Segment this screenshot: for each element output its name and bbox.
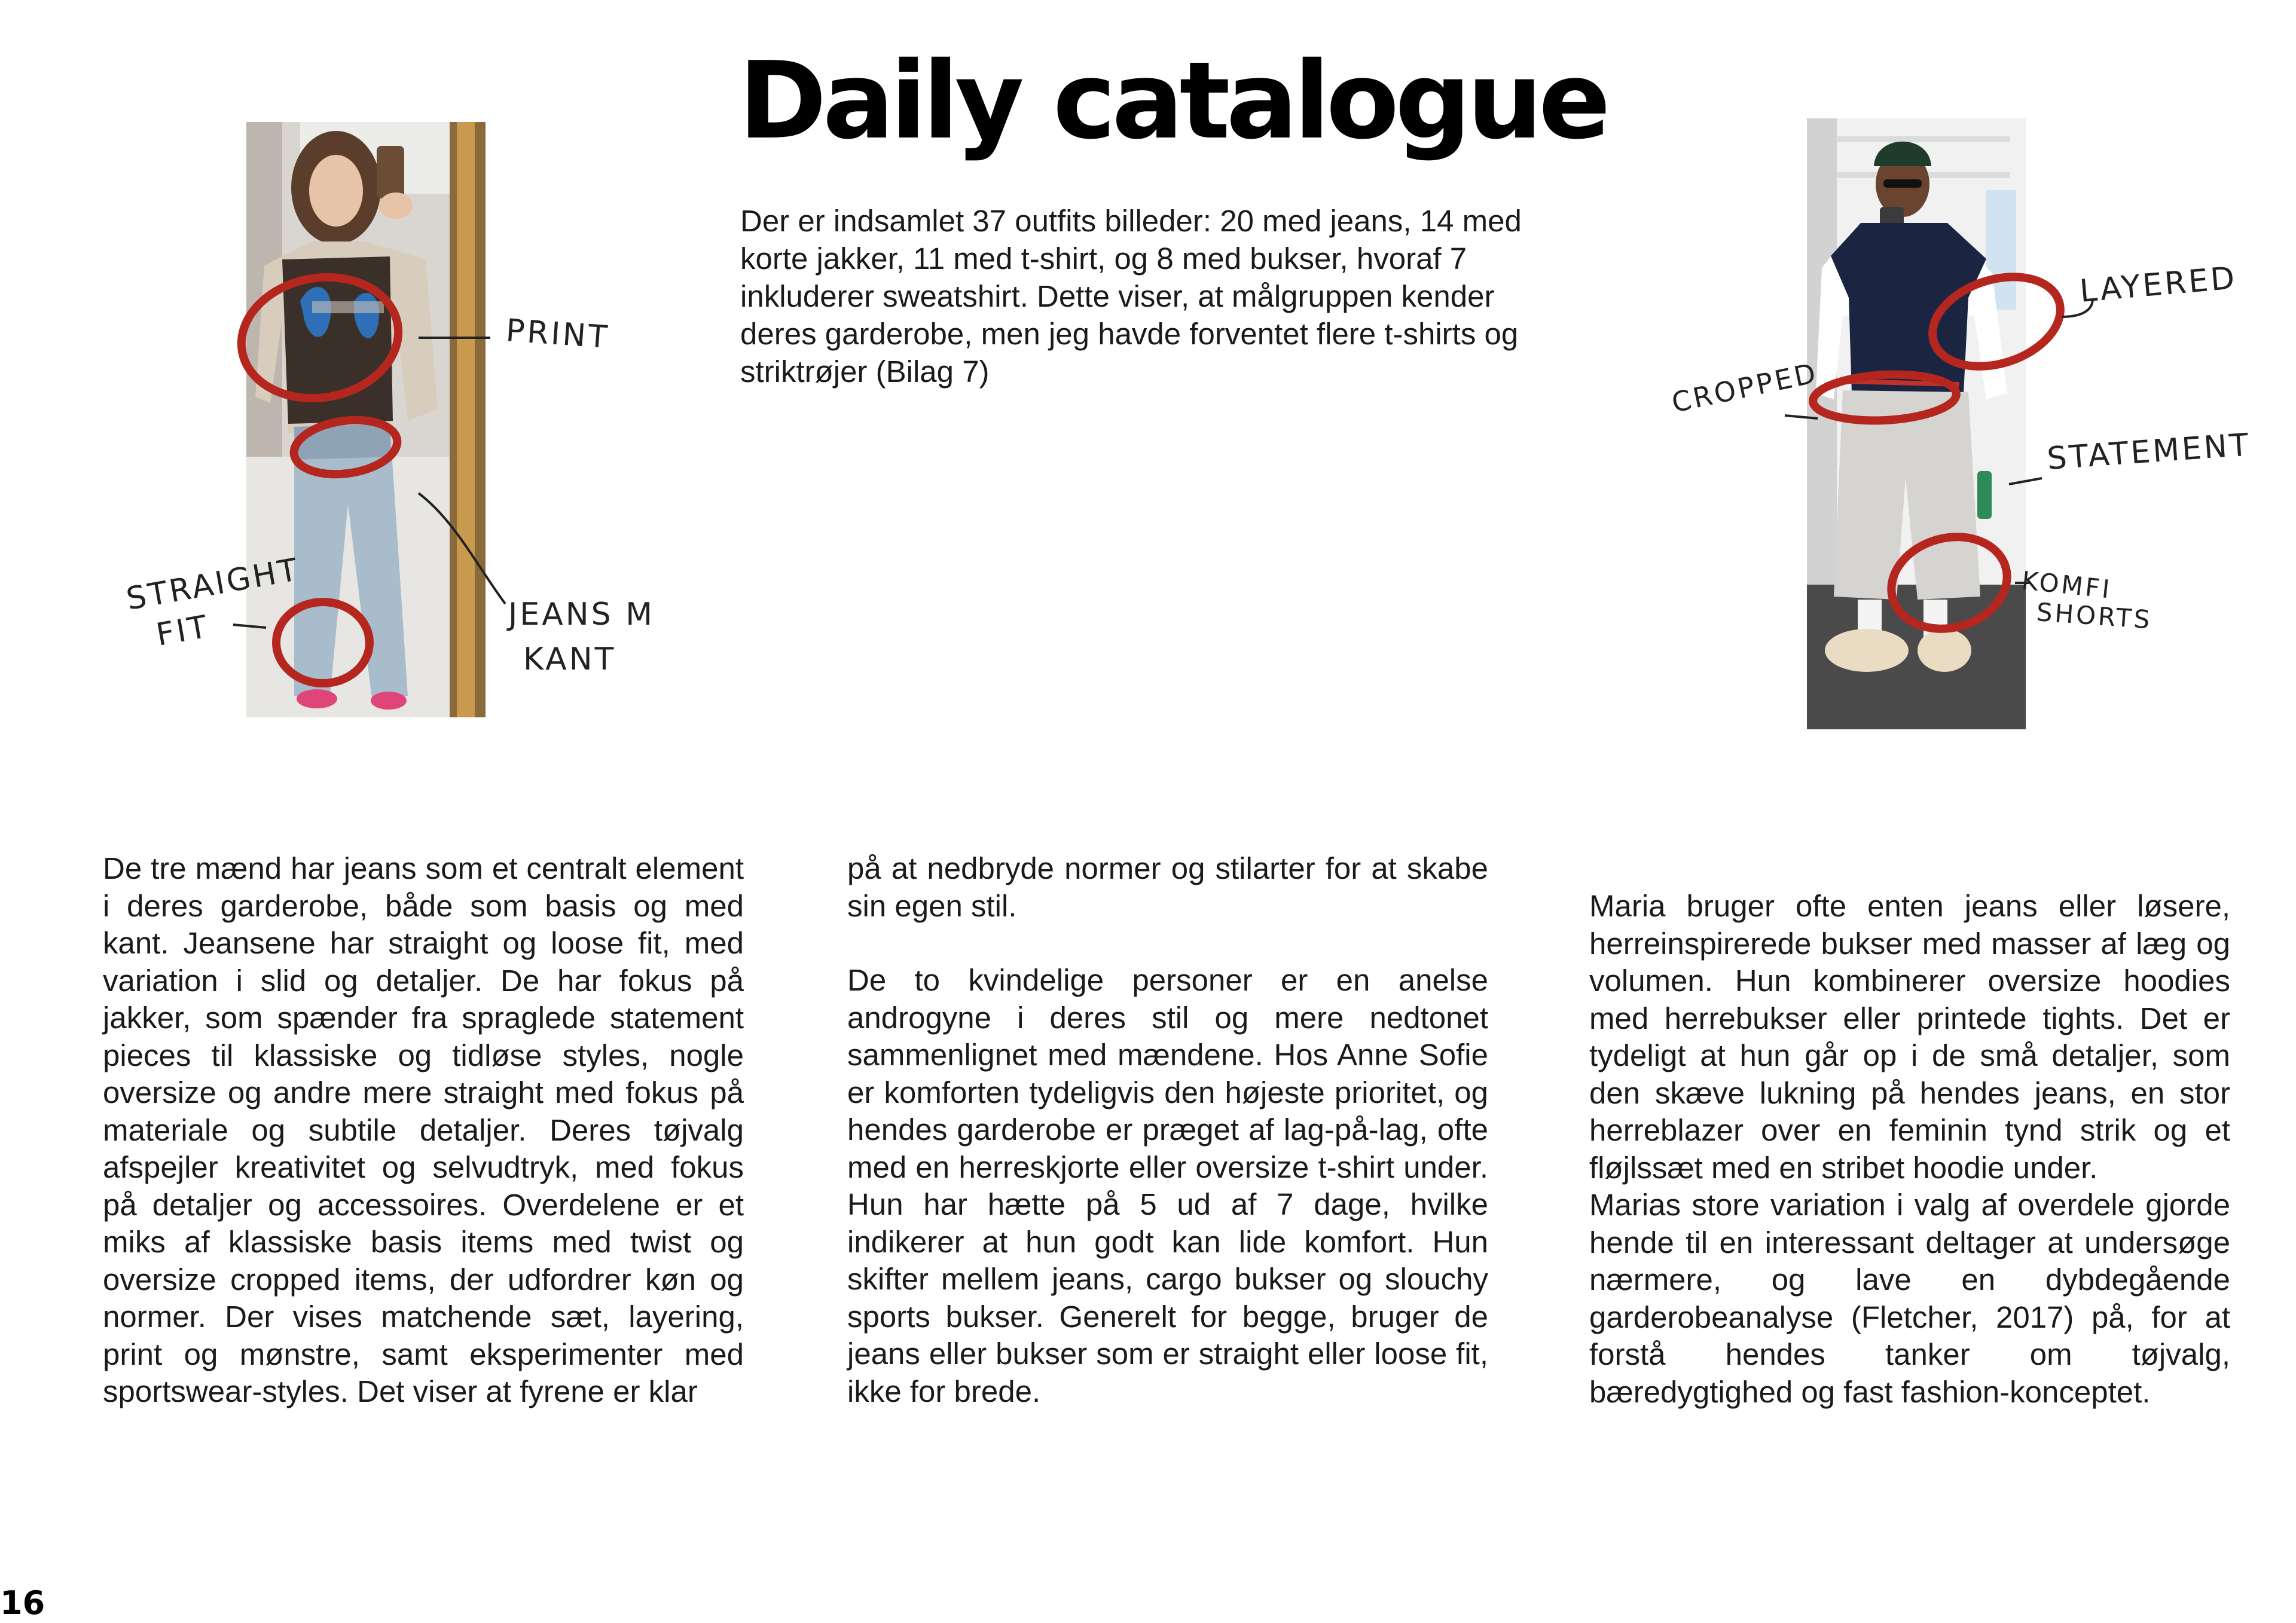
- intro-paragraph: Der er indsamlet 37 outfits billeder: 20 med jeans, 14 med korte jakker, 11 med t-shirt, og 8 med bukser, hvoraf 7 inkluderer sweatshirt. Dette viser, at målgruppen kender deres garderobe, men jeg havde forventet flere t-shirts og striktrøjer (Bilag 7): [740, 204, 1522, 389]
- body-column-3: [1589, 888, 2230, 1411]
- label-statement: STATEMENT: [2045, 427, 2252, 477]
- label-jeans-m-kant-line2: KANT: [523, 641, 616, 677]
- column-1-paragraph: De tre mænd har jeans som et centralt element i deres garderobe, både som basis og med kant. Jeansene har straight og loose fit, med variation i slid og detaljer. De har fokus på jakker, som spænder fra spraglede statement pieces til klassiske og tidløse styles, nogle oversize og andre mere straight med fokus på materiale og subtile detaljer. Deres tøjvalg afspejler kreativitet og selvudtryk, med fokus på detaljer og accessoires. Overdelene er et miks af klassiske basis items med twist og oversize cropped items, der udfordrer køn og normer. Der vises matchende sæt, layering, print og mønstre, samt eksperimenter med sportswear-styles. Det viser at fyrene er klar: [103, 851, 744, 1408]
- label-komfi-line2: SHORTS: [2035, 597, 2153, 635]
- body-column-1: [103, 850, 744, 1411]
- label-layered: LAYERED: [2078, 260, 2239, 310]
- pointer-line-layered: [2062, 299, 2093, 317]
- column-3-paragraph-1: Maria bruger ofte enten jeans eller løsere, herreinspirerede bukser med masser af læg og volumen. Hun kombinerer oversize hoodies med herrebukser eller printede tights. Det er tydeligt at hun går op i de små detaljer, som den skæve lukning på hendes jeans, en stor herreblazer over en feminin tynd strik og et fløjlssæt med en stribet hoodie under.: [1589, 889, 2230, 1185]
- label-komfi-line1: KOMFI: [2020, 566, 2114, 604]
- body-column-2: [847, 850, 1488, 1410]
- label-print: PRINT: [505, 313, 611, 356]
- label-straight-fit-line2: FIT: [153, 609, 212, 653]
- column-2-paragraph-2: De to kvindelige personer er en anelse androgyne i deres stil og mere nedtonet sammenlignet med mændene. Hos Anne Sofie er komforten tydeligvis den højeste prioritet, og hendes garderobe er præget af lag-på-lag, ofte med en herreskjorte eller oversize t-shirt under. Hun har hætte på 5 ud af 7 dage, hvilke indikerer at hun godt kan lide komfort. Hun skifter mellem jeans, cargo bukser og slouchy sports bukser. Generelt for begge, bruger de jeans eller bukser som er straight eller loose fit, ikke for brede.: [847, 963, 1488, 1408]
- column-2-paragraph-1: på at nedbryde normer og stilarter for at skabe sin egen stil.: [847, 851, 1488, 923]
- page-number: 16: [0, 1584, 45, 1622]
- label-jeans-m-kant-line1: JEANS M: [508, 597, 655, 632]
- label-cropped: CROPPED: [1669, 356, 1821, 419]
- outfit-photo-right: [1807, 118, 2026, 729]
- page-title: Daily catalogue: [738, 39, 1607, 163]
- column-3-paragraph-2: Marias store variation i valg af overdele gjorde hende til en interessant deltager at undersøge nærmere, og lave en dybdegående garderobeanalyse (Fletcher, 2017) på, for at forstå hendes tanker om tøjvalg, bæredygtighed og fast fashion-konceptet.: [1589, 1188, 2230, 1409]
- label-straight-fit-line1: STRAIGHT: [123, 551, 303, 618]
- outfit-photo-left: [246, 122, 486, 717]
